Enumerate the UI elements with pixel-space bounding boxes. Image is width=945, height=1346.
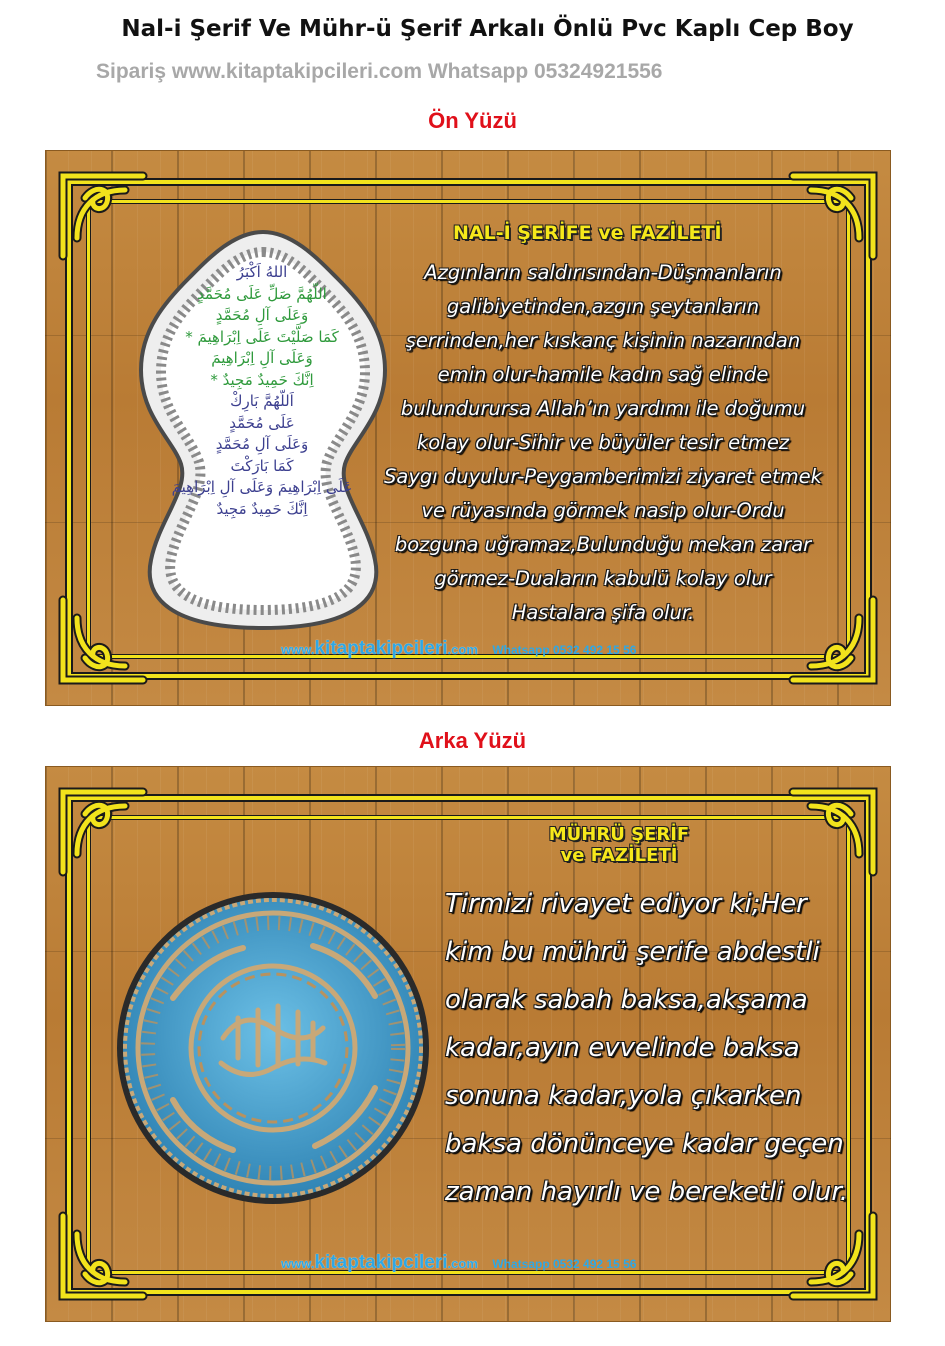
arabic-line: وَعَلَى آلِ مُحَمَّدٍ — [215, 306, 309, 324]
corner-ornament-icon — [785, 168, 881, 264]
text-line: Tirmizi rivayet ediyor ki;Her — [445, 889, 807, 919]
text-line: kim bu mührü şerife abdestli — [445, 937, 820, 967]
text-line: emin olur-hamile kadın sağ elinde — [437, 363, 769, 386]
arabic-line: اَللّهُمَّ بَارِكْ — [230, 392, 294, 410]
domain-name: kitaptakipcileri — [314, 1252, 448, 1273]
arabic-line: وَعَلَى آلِ اِبْرَاهِيمَ — [211, 349, 313, 367]
text-line: kolay olur-Sihir ve büyüler tesir etmez — [416, 431, 790, 454]
salawat-text — [137, 262, 387, 520]
whatsapp-number: Whatsapp 0532 492 15 56 — [492, 643, 637, 657]
text-line: bozguna uğramaz,Bulunduğu mekan zarar — [394, 533, 812, 556]
front-heading: NAL-İ ŞERİFE ve FAZİLETİ — [453, 222, 722, 244]
text-line: Hastalara şifa olur. — [511, 601, 695, 624]
domain-name: kitaptakipcileri — [314, 638, 448, 659]
front-side-label: Ön Yüzü — [428, 108, 517, 133]
back-card — [45, 766, 891, 1322]
text-line: baksa dönünceye kadar geçen — [445, 1129, 844, 1159]
whatsapp-number: Whatsapp 0532 492 15 56 — [492, 1257, 637, 1271]
seal-icon — [113, 888, 433, 1208]
domain-suffix: .com — [447, 642, 478, 657]
text-line: olarak sabah baksa,akşama — [445, 985, 808, 1015]
arabic-line: وَعَلَى آلِ مُحَمَّدٍ — [215, 435, 309, 453]
domain-suffix: .com — [447, 1256, 478, 1271]
text-line: Saygı duyulur-Peygamberimizi ziyaret etmek — [384, 465, 822, 488]
domain-prefix: www. — [281, 642, 315, 657]
arabic-line: كَمَا صَلَّيْتَ عَلَى اِبْرَاهِيمَ * — [185, 327, 339, 346]
corner-ornament-icon — [785, 1208, 881, 1304]
domain-prefix: www. — [281, 1256, 315, 1271]
arabic-line: عَلَى اِبْرَاهِيمَ وَعَلَى آلِ اِبْرَاهِيمَ — [171, 478, 353, 496]
order-info: Sipariş www.kitaptakipcileri.com Whatsapp 05324921556 — [96, 60, 663, 83]
back-side-label: Arka Yüzü — [418, 728, 527, 753]
back-heading-line1: MÜHRÜ ŞERİF — [548, 824, 690, 845]
text-line: sonuna kadar,yola çıkarken — [445, 1081, 802, 1111]
arabic-line: اِنَّكَ حَمِيدٌ مَجِيدٌ * — [210, 370, 314, 389]
corner-ornament-icon — [55, 1208, 151, 1304]
back-heading — [539, 824, 699, 866]
text-line: kadar,ayın evvelinde baksa — [445, 1033, 800, 1063]
corner-ornament-icon — [55, 784, 151, 880]
back-heading-line2: ve FAZİLETİ — [560, 845, 678, 866]
arabic-line: اِنَّكَ حَمِيدٌ مَجِيدٌ — [216, 499, 308, 518]
website-link[interactable] — [281, 638, 478, 659]
arabic-line: عَلَى مُحَمَّدٍ — [229, 413, 295, 432]
corner-ornament-icon — [785, 784, 881, 880]
text-line: Azgınların saldırısından-Düşmanların — [424, 261, 782, 284]
back-body-text — [445, 880, 848, 1216]
text-line: galibiyetinden,azgın şeytanların — [446, 295, 760, 318]
arabic-line: اللهُ اَكْبَرُ — [236, 263, 288, 281]
page-title: Nal-i Şerif Ve Mühr-ü Şerif Arkalı Önlü Pvc Kaplı Cep Boy — [121, 16, 854, 42]
front-footer — [281, 638, 636, 660]
text-line: ve rüyasında görmek nasip olur-Ordu — [421, 499, 785, 522]
website-link[interactable] — [281, 1252, 478, 1273]
front-body-text — [363, 256, 843, 630]
text-line: görmez-Duaların kabulü kolay olur — [434, 567, 772, 590]
text-line: bulundurursa Allah’ın yardımı ile doğumu — [400, 397, 806, 420]
arabic-line: اللّهُمَّ صَلِّ عَلَى مُحَمَّدٍ — [197, 284, 327, 303]
arabic-line: كَمَا بَارَكْتَ — [230, 456, 294, 475]
text-line: şerrinden,her kıskanç kişinin nazarından — [405, 329, 801, 352]
text-line: zaman hayırlı ve bereketli olur. — [445, 1177, 848, 1207]
back-footer — [281, 1252, 636, 1274]
front-card — [45, 150, 891, 706]
